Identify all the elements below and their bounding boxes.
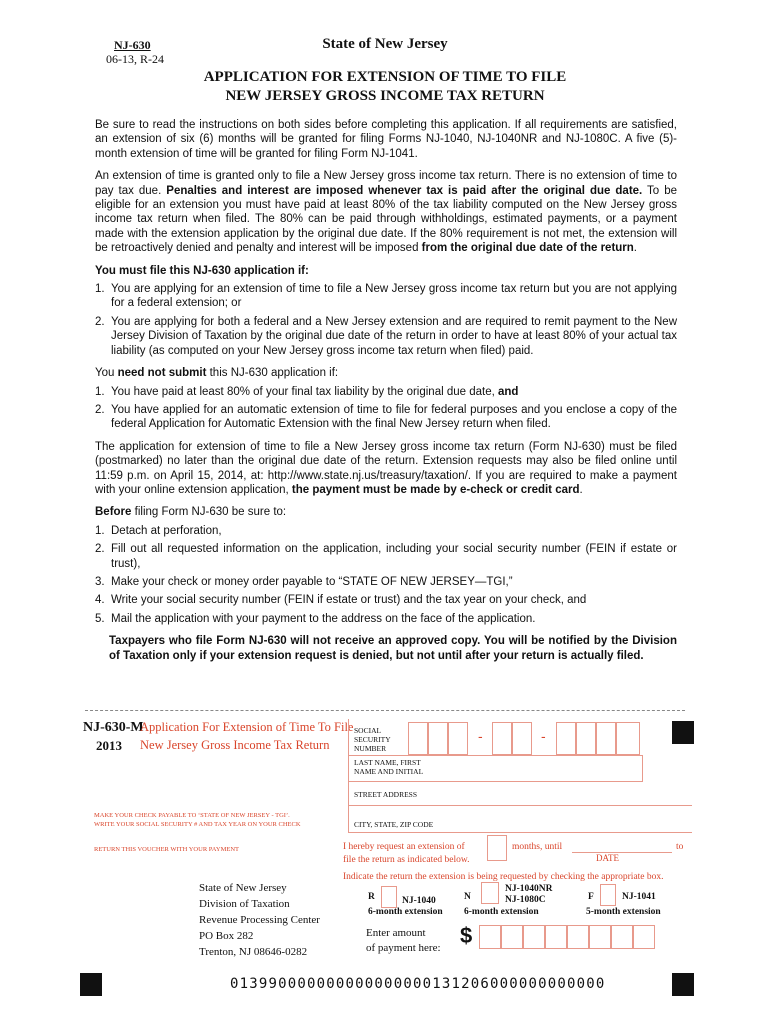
scan-line: 013990000000000000000131206000000000000 <box>230 976 606 992</box>
voucher-title-1: Application For Extension of Time To File <box>140 720 354 734</box>
amount-digit[interactable] <box>545 925 567 949</box>
ssn-digit[interactable] <box>556 722 576 755</box>
need-not-b: need not submit <box>117 367 207 380</box>
need-not-c: this NJ-630 application if: <box>206 367 339 380</box>
ssn-digit[interactable] <box>512 722 532 755</box>
need-not-list <box>95 385 677 432</box>
para2-e: . <box>633 242 637 255</box>
amount-label-2: of payment here: <box>366 942 441 954</box>
request-text-d: file the return as indicated below. <box>343 855 470 865</box>
option-n-form-2: NJ-1080C <box>505 895 546 905</box>
title-line-1: APPLICATION FOR EXTENSION OF TIME TO FILE <box>203 69 567 85</box>
amount-label <box>366 926 441 956</box>
extension-paragraph <box>95 169 677 255</box>
date-label: DATE <box>596 853 619 863</box>
approval-note: Taxpayers who file Form NJ-630 will not receive an approved copy. You will be notified by the Division of Taxation only if your extension request is denied, but not until after your return is actually filed. <box>109 635 677 662</box>
para2-a: An extension of time is granted only to file a New Jersey gross income tax return. There is no extension of time to pay tax due. <box>95 170 677 197</box>
list-text: Make your check or money order payable to “STATE OF NEW JERSEY—TGI,” <box>111 575 513 588</box>
list-num: 2. <box>95 315 105 328</box>
list-num: 2. <box>95 403 105 416</box>
list-num: 1. <box>95 524 105 537</box>
list-item <box>95 612 677 626</box>
must-file-heading <box>95 264 677 278</box>
need-not-heading <box>95 366 677 380</box>
ssn-digit[interactable] <box>492 722 512 755</box>
return-note: RETURN THIS VOUCHER WITH YOUR PAYMENT <box>94 846 239 853</box>
title-line-2: NEW JERSEY GROSS INCOME TAX RETURN <box>225 88 545 104</box>
mailing-address <box>199 880 320 960</box>
registration-mark-icon <box>672 721 694 744</box>
para3-c: . <box>579 483 583 496</box>
list-item <box>95 282 677 311</box>
list-text: Detach at perforation, <box>111 524 222 537</box>
address-line: Revenue Processing Center <box>199 914 320 926</box>
list-bold: and <box>498 385 519 398</box>
option-n-checkbox[interactable] <box>481 882 499 904</box>
list-text: Write your social security number (FEIN if estate or trust) and the tax year on your check, and <box>111 594 587 607</box>
intro-paragraph: Be sure to read the instructions on both sides before completing this application. If all requirements are satisfied, an extension of six (6) months will be granted for filing Forms NJ-1040, NJ-1040NR and NJ-1080C. A five (5)-month extension of time will be granted for filing Form NJ-1041. <box>95 119 677 160</box>
must-file-list <box>95 282 677 358</box>
option-n-ext: 6-month extension <box>464 907 539 917</box>
list-num: 5. <box>95 612 105 625</box>
instructions <box>95 118 677 671</box>
street-label: STREET ADDRESS <box>354 790 417 799</box>
before-b: filing Form NJ-630 be sure to: <box>131 506 287 519</box>
option-f-letter: F <box>588 892 594 902</box>
list-text: Fill out all requested information on the application, including your social security number (FEIN if estate or trust), <box>111 543 677 570</box>
ssn-digit[interactable] <box>596 722 616 755</box>
option-f-form: NJ-1041 <box>622 892 656 902</box>
page-title <box>0 68 770 106</box>
check-note-2: WRITE YOUR SOCIAL SECURITY # AND TAX YEAR ON YOUR CHECK <box>94 821 301 828</box>
list-item <box>95 524 677 538</box>
before-heading <box>95 505 677 519</box>
form-revision: 06-13, R-24 <box>106 52 164 66</box>
amount-digit[interactable] <box>501 925 523 949</box>
must-file-heading-text: You must file this NJ-630 application if: <box>95 264 309 277</box>
para2-d: from the original due date of the return <box>421 242 634 255</box>
ssn-dash: - <box>478 728 483 744</box>
dollar-sign-icon: $ <box>460 923 473 948</box>
amount-digit[interactable] <box>611 925 633 949</box>
para3-b: the payment must be made by e-check or credit card <box>291 483 580 496</box>
request-text-a: I hereby request an extension of <box>343 842 465 852</box>
registration-mark-icon <box>80 973 102 996</box>
list-item <box>95 385 677 399</box>
list-text: You have applied for an automatic extension of time to file for federal purposes and you enclose a copy of the federal Application for Automatic Extension with the final New Jersey return when filed. <box>111 403 677 431</box>
ssn-label: SOCIAL SECURITY NUMBER <box>354 726 391 753</box>
voucher-year: 2013 <box>96 738 122 753</box>
option-f-ext: 5-month extension <box>586 907 661 917</box>
voucher-form-code: NJ-630-M <box>83 720 144 735</box>
ssn-digit[interactable] <box>428 722 448 755</box>
perforation-line[interactable] <box>85 710 685 711</box>
ssn-digit[interactable] <box>576 722 596 755</box>
form-id: NJ-630 <box>114 38 151 52</box>
request-text-c: to <box>676 842 684 852</box>
amount-digit[interactable] <box>523 925 545 949</box>
ssn-dash: - <box>541 728 546 744</box>
city-label: CITY, STATE, ZIP CODE <box>354 820 434 829</box>
list-item <box>95 403 677 432</box>
option-r-letter: R <box>368 892 375 902</box>
ssn-digit[interactable] <box>448 722 468 755</box>
option-r-checkbox[interactable] <box>381 886 397 908</box>
list-num: 3. <box>95 575 105 588</box>
before-a: Before <box>95 506 132 519</box>
address-line: PO Box 282 <box>199 930 254 942</box>
list-text: You are applying for both a federal and a New Jersey extension and are required to remit payment to the New Jersey Division of Taxation by the original due date of the return in order to have at least 80% of your actual tax liability (as computed on your New Jersey gross income tax return when filed) paid. <box>111 315 677 357</box>
amount-digit[interactable] <box>633 925 655 949</box>
name-label: LAST NAME, FIRST NAME AND INITIAL <box>354 758 424 776</box>
amount-label-1: Enter amount <box>366 927 426 939</box>
list-item <box>95 593 677 607</box>
check-note-1: MAKE YOUR CHECK PAYABLE TO ‘STATE OF NEW JERSEY - TGI’. <box>94 812 290 819</box>
para3-a: The application for extension of time to file a New Jersey gross income tax return (Form NJ-630) must be filed (postmarked) no later than the original due date of the return. Extension requests may also be filed online until 11:59 p.m. on April 15, 2014, at: http://www.state.nj.us/treasury/taxation/. If you are required to make a payment with your online extension application, <box>95 440 677 496</box>
filing-paragraph <box>95 440 677 498</box>
option-r-form: NJ-1040 <box>402 896 436 906</box>
need-not-a: You <box>95 367 118 380</box>
amount-digit[interactable] <box>479 925 501 949</box>
list-num: 1. <box>95 283 105 296</box>
address-line: Trenton, NJ 08646-0282 <box>199 946 308 958</box>
list-item <box>95 315 677 358</box>
option-n-letter: N <box>464 892 471 902</box>
list-text: You have paid at least 80% of your final tax liability by the original due date, <box>111 385 498 398</box>
option-f-checkbox[interactable] <box>600 884 616 906</box>
indicate-text: Indicate the return the extension is being requested by checking the appropriate box. <box>343 872 664 882</box>
amount-digit[interactable] <box>567 925 589 949</box>
list-num: 4. <box>95 594 105 607</box>
before-list <box>95 524 677 626</box>
list-item <box>95 575 677 589</box>
list-num: 1. <box>95 385 105 398</box>
date-input[interactable] <box>572 852 672 853</box>
address-line: State of New Jersey <box>199 882 287 894</box>
months-input[interactable] <box>487 835 507 861</box>
state-heading: State of New Jersey <box>322 36 448 52</box>
amount-digit[interactable] <box>589 925 611 949</box>
list-text: Mail the application with your payment to the address on the face of the application. <box>111 612 536 625</box>
ssn-digit[interactable] <box>616 722 640 755</box>
para2-b: Penalties and interest are imposed whenever tax is paid after the original due date. <box>166 184 643 197</box>
list-item <box>95 542 677 571</box>
list-num: 2. <box>95 543 105 556</box>
ssn-digit[interactable] <box>408 722 428 755</box>
list-text: You are applying for an extension of time to file a New Jersey gross income tax return but you are not applying for a federal extension; or <box>111 283 677 310</box>
para2-c: To be eligible for an extension you must have paid at least 80% of the tax liability computed on the New Jersey gross income tax return when filed. The 80% can be paid through withholdings, estimated payments, or a payment made with the extension application by the original due date. If the 80% requirement is not met, the extension will be retroactively denied and penalty and interest will be imposed <box>95 184 677 255</box>
voucher-title-2: New Jersey Gross Income Tax Return <box>140 738 330 752</box>
request-text-b: months, until <box>512 842 563 852</box>
registration-mark-icon <box>672 973 694 996</box>
option-r-ext: 6-month extension <box>368 907 443 917</box>
option-n-form-1: NJ-1040NR <box>505 884 553 894</box>
address-line: Division of Taxation <box>199 898 290 910</box>
